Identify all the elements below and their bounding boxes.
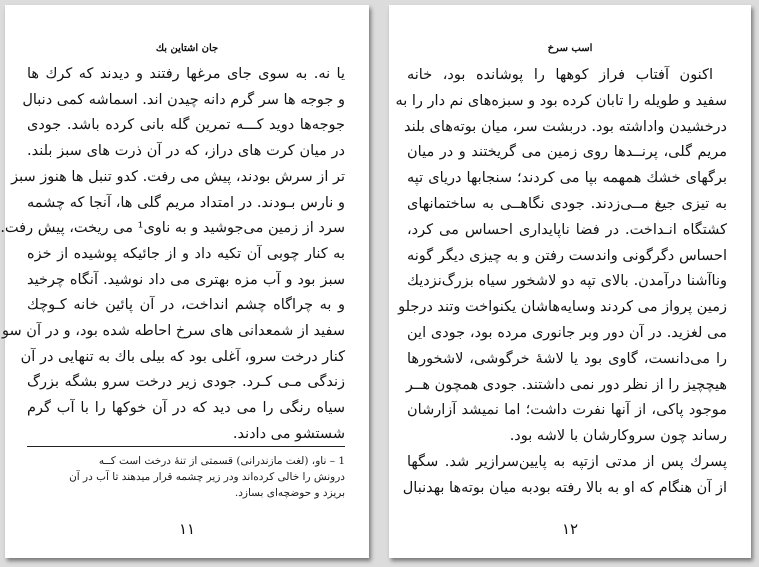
text-line: سیاه رنگی را می دید که در آن خوکها را با آب گرم bbox=[27, 400, 345, 417]
text-line: سرد از زمین می‌جوشید و به ناوی¹ می ریخت، پیش رفت. bbox=[0, 220, 345, 237]
text-line: موجود پاکی، از آنها نفرت داشت؛ اما نمیشد آزارشان bbox=[407, 402, 727, 419]
text-line: هیچچیز را از نظر دور نمی داشتند. جودی همچون هــر bbox=[405, 376, 727, 393]
text-line: جوجه‌ها دوید کـــه تمرین گله بانی کرده باشد. جودی bbox=[27, 117, 345, 134]
left-page bbox=[0, 5, 369, 558]
text-line: و نارس بـودند. در امتداد مریم گلی ها، آنجا که چشمه bbox=[27, 194, 345, 211]
right-page-number: ۱۲ bbox=[561, 520, 579, 538]
text-line: سفید و طویله را تابان کرده بود و سبزه‌های نم دار را به bbox=[395, 92, 727, 109]
text-line: به کنار چوبی آن تکیه داد و از جائیکه پوشیده از خزه bbox=[27, 245, 345, 262]
footnote-line: 1 – ناو، (لغت مازندرانی) قسمتی از تنهٔ درخت است کــه bbox=[98, 455, 345, 467]
right-page bbox=[389, 5, 751, 558]
text-line: را می‌دانست، گاوی بود یا لاشهٔ خرگوشی، لاشخورها bbox=[407, 350, 727, 367]
text-line: و به چراگاه چشم انداخت، در آن پائین خانه کـوچك bbox=[27, 297, 345, 314]
text-line: به تیزی جیغ مــی‌زدند. جودی نگاهــی به ساختمانهای bbox=[407, 196, 727, 212]
text-line: رساند چون سروکارشان با لاشه بود. bbox=[509, 428, 727, 445]
text-line: تر از سرش بودند، پیش می رفت. کدو تنبل ها هنوز سبز bbox=[11, 168, 345, 185]
text-line: مریم گلی، پرنــدها روی زمین می گریختند و در میان bbox=[407, 144, 727, 161]
text-line: زمین پرواز می کردند وسایه‌هاشان یکنواخت وتند درجلو bbox=[398, 299, 727, 316]
text-line: سفید از شمعدانی های سرخ احاطه شده بود، و در آن سو bbox=[2, 323, 345, 339]
right-running-header: اسب سرخ bbox=[547, 43, 593, 54]
text-line: سبز بود و آب مزه بهتری می داد نوشید. آنگاه چرخید bbox=[27, 271, 345, 288]
left-running-header: جان اشتاین بك bbox=[155, 43, 219, 54]
text-line: یا نه. به سوی جای مرغها رفتند و دیدند که کرك ها bbox=[27, 66, 345, 82]
text-line: اکنون آفتاب فراز کوهها را پوشانده بود، خانه bbox=[407, 67, 713, 83]
left-page-number: ۱۱ bbox=[178, 520, 196, 538]
text-line: و جوجه ها سر گرم دانه چیدن اند. اسماشه کمی دنبال bbox=[22, 91, 345, 108]
text-line: برگهای خشك همهمه بپا می کردند؛ سنجابها دریای تپه bbox=[407, 170, 727, 187]
text-line: زندگی مـی کـرد. جودی زیر درخت سرو بشگه بزرگ bbox=[27, 374, 345, 391]
text-line: درخشیدن واداشته بود. دربشت سر، میان بوته‌های بلند bbox=[404, 118, 727, 135]
text-line: در میان کرت های دراز، که در آن ذرت های سبز بلند. bbox=[27, 143, 345, 160]
text-line: شستشو می دادند. bbox=[232, 425, 345, 442]
text-line: وناآشنا درآمدن. بالای تپه دو لاشخور سیاه بزرگ‌نزدیك bbox=[407, 273, 727, 290]
text-line: می لغزید. در آن دور وبر جانوری مرده بود، جودی این bbox=[407, 325, 727, 341]
text-line: پسرك پس از مدتی ازتپه به پایین‌سرازیر شد. سگها bbox=[407, 454, 727, 470]
footnote-rule bbox=[27, 446, 345, 447]
text-line: احساس دگرگونی واندست رفتن و به چیزی دیگر گونه bbox=[407, 247, 727, 264]
footnote-line: درونش را خالی کرده‌اند ودر زیر چشمه قرار میدهند تا آب در آن bbox=[69, 471, 345, 483]
footnote-line: بریزد و حوضچه‌ای بسازد. bbox=[234, 487, 345, 499]
text-line: کنار درخت سرو، آغلی بود که بیلی باك به تنهایی در آن bbox=[20, 348, 345, 365]
text-line: کشتگاه انـداخت. در فضا ناپایداری احساس می کرد، bbox=[407, 221, 727, 238]
text-line: از آن هنگام که او به بالا رفته بودبه میان بوته‌ها بهدنبال bbox=[402, 479, 727, 496]
